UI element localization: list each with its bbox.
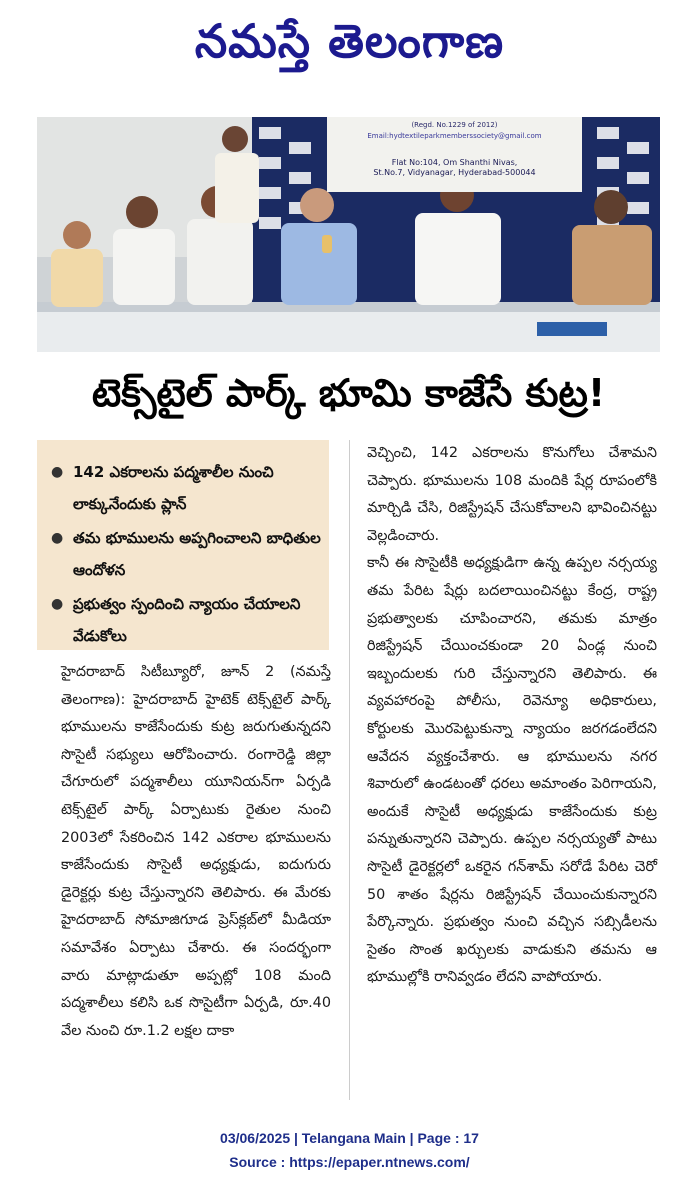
bullet-icon: ●	[51, 530, 64, 546]
bullet-icon: ●	[51, 464, 64, 480]
footer-date-page: 03/06/2025 | Telangana Main | Page : 17	[220, 1130, 479, 1146]
highlight-item	[51, 522, 321, 586]
bullet-icon: ●	[51, 596, 64, 612]
banner-address-2: St.No.7, Vidyanagar, Hyderabad-500044	[373, 168, 536, 177]
headline: టెక్స్‌టైల్ పార్క్ భూమి కాజేసే కుట్ర!	[91, 371, 606, 415]
body-paragraph: వెచ్చించి, 142 ఎకరాలను కొనుగోలు చేశామని చెప్పారు. భూములను 108 మందికి షేర్ల రూపంలోకి మార్చిడి చేసి, రిజిస్ట్రేషన్ చేసుకోవాలని భావించినట్టు వెల్లడించారు.	[367, 445, 657, 544]
masthead	[0, 6, 699, 76]
photo-banner	[327, 117, 582, 192]
highlight-text: తమ భూములను అప్పగించాలని బాధితుల ఆందోళన	[73, 529, 321, 579]
masthead-title: నమస్తే తెలంగాణ	[194, 14, 505, 68]
body-column-right	[367, 440, 657, 992]
footer-source: Source : https://epaper.ntnews.com/	[229, 1154, 470, 1170]
highlight-item	[51, 456, 321, 520]
highlight-item	[51, 588, 321, 652]
highlight-text: ప్రభుత్వం స్పందించి న్యాయం చేయాలని వేడుకోలు	[73, 595, 301, 645]
banner-email: Email:hydtextileparkmemberssociety@gmail.com	[367, 132, 542, 140]
column-divider	[349, 440, 350, 1100]
body-column-left	[61, 659, 331, 1045]
body-paragraph: హైదరాబాద్ సిటీబ్యూరో, జూన్ 2 (నమస్తే తెలంగాణ): హైదరాబాద్ హైటెక్ టెక్స్‌టైల్ పార్క్ భూములను కాజేసేందుకు కుట్ర జరుగుతున్నదని సొసైటీ సభ్యులు ఆరోపించారు. రంగారెడ్డి జిల్లా చేగూరులో పద్మశాలీలు యూనియన్‌గా ఏర్పడి టెక్స్‌టైల్ పార్క్ ఏర్పాటుకు రైతుల నుంచి 2003లో సేకరించిన 142 ఎకరాల భూములను కాజేసేందుకు సొసైటీ అధ్యక్షుడు, ఐదుగురు డైరెక్టర్లు కుట్ర చేస్తున్నారని తెలిపారు. ఈ మేరకు హైదరాబాద్ సోమాజిగూడ ప్రెస్‌క్లబ్‌లో మీడియా సమావేశం ఏర్పాటు చేశారు. ఈ సందర్భంగా వారు మాట్లాడుతూ అప్పట్లో 108 మంది పద్మశాలీలు కలిసి ఒక సొసైటీగా ఏర్పడి, రూ.40 వేల నుంచి రూ.1.2 లక్షల దాకా	[61, 664, 331, 1039]
news-photo	[37, 117, 660, 352]
banner-reg: (Regd. No.1229 of 2012)	[411, 121, 498, 129]
highlight-text: 142 ఎకరాలను పద్మశాలీల నుంచి లాక్కునేందుకు ప్లాన్	[73, 463, 274, 513]
highlights-box	[37, 440, 329, 650]
banner-address-1: Flat No:104, Om Shanthi Nivas,	[391, 158, 518, 167]
body-paragraph: కానీ ఈ సొసైటీకి అధ్యక్షుడిగా ఉన్న ఉప్పల నర్సయ్య తమ పేరిట షేర్లు బదలాయించినట్టు కేంద్ర, రాష్ట్ర ప్రభుత్వాలకు చూపించారని, తమకు మాత్రం రిజిస్ట్రేషన్ చేయించకుండా 20 ఏండ్ల నుంచి ఇబ్బందులకు గురి చేస్తున్నారని తెలిపారు. ఈ వ్యవహారంపై పోలీసు, రెవెన్యూ అధికారులు, కోర్టులకు మొరపెట్టుకున్నా న్యాయం జరగడంలేదని ఆవేదన వ్యక్తంచేశారు. ఆ భూములను నగర శివారులో ఉండటంతో ధరలు అమాంతం పెరిగాయని, అందుకే సొసైటీ అధ్యక్షుడు కాజేసేందుకు కుట్ర పన్నుతున్నారని చెప్పారు. ఉప్పల నర్సయ్యతో పాటు సొసైటీ డైరెక్టర్లలో ఒకరైన గన్‌శామ్ సరోడే పేరిట చెరో 50 శాతం షేర్లను రిజిస్ట్రేషన్ చేయించుకున్నారని పేర్కొన్నారు. ప్రభుత్వం నుంచి వచ్చిన సబ్సిడీలను సైతం సొంత ఖర్చులకు వాడుకుని తమను ఆ భూముల్లోకి రానివ్వడం లేదని వాపోయారు.	[367, 555, 657, 986]
highlights-list	[37, 440, 329, 652]
